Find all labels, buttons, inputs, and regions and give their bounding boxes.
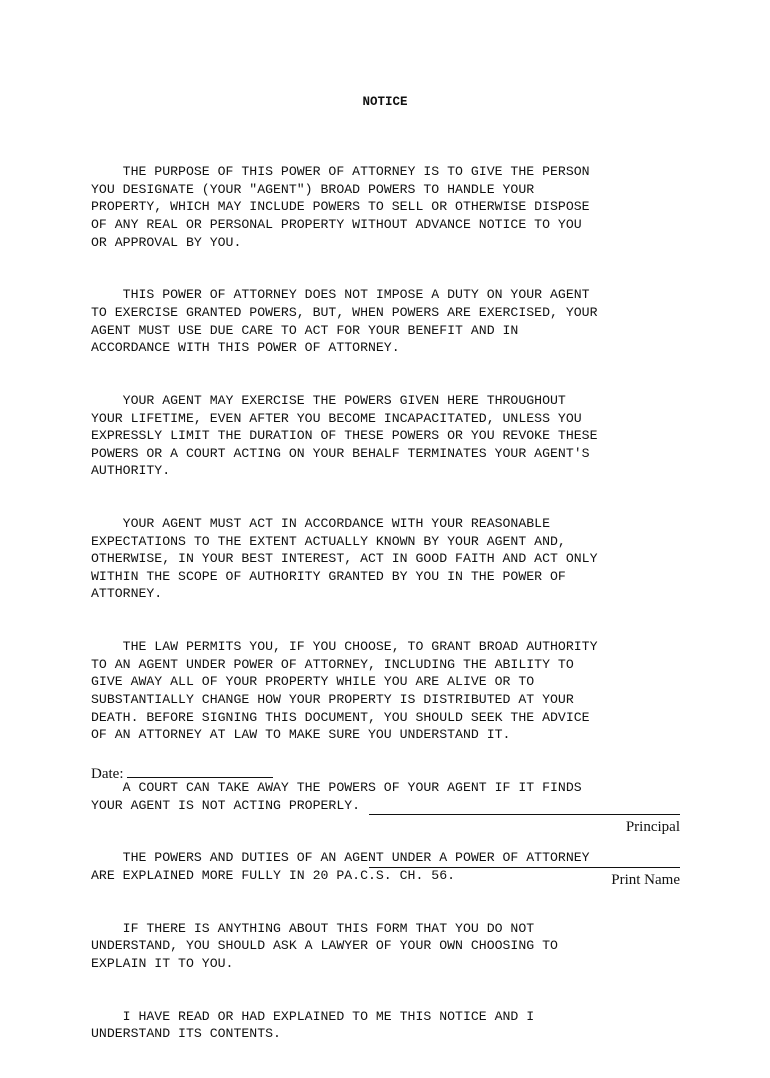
notice-paragraph-ask-lawyer: IF THERE IS ANYTHING ABOUT THIS FORM THAT YOU DO NOT UNDERSTAND, YOU SHOULD ASK A LAWYER OF YOUR OWN CHOOSING TO EXPLAIN IT TO YOU. [91, 920, 558, 971]
print-name-block [369, 867, 680, 889]
notice-paragraph-lifetime: YOUR AGENT MAY EXERCISE THE POWERS GIVEN HERE THROUGHOUT YOUR LIFETIME, EVEN AFTER YOU BECOME INCAPACITATED, UNLESS YOU EXPRESSLY LIMIT THE DURATION OF THESE POWERS OR YOU REVOKE THESE POWERS OR A COURT ACTING ON YOUR BEHALF TERMINATES YOUR AGENT'S AUTHORITY. [91, 392, 598, 479]
date-field-line[interactable] [127, 763, 273, 778]
date-row [91, 763, 273, 783]
notice-paragraph-expectations: YOUR AGENT MUST ACT IN ACCORDANCE WITH YOUR REASONABLE EXPECTATIONS TO THE EXTENT ACTUALLY KNOWN BY YOUR AGENT AND, OTHERWISE, IN YOUR BEST INTEREST, ACT IN GOOD FAITH AND ACT ONLY WITHIN THE SCOPE OF AUTHORITY GRANTED BY YOU IN THE POWER OF ATTORNEY. [91, 516, 598, 602]
print-name-label: Print Name [611, 872, 680, 888]
notice-paragraph-statute: THE POWERS AND DUTIES OF AN AGENT UNDER A POWER OF ATTORNEY ARE EXPLAINED MORE FULLY IN 20 PA.C.S. CH. 56. [91, 850, 590, 883]
notice-title: NOTICE [362, 95, 408, 109]
notice-body [91, 128, 691, 1078]
notice-paragraph-purpose: THE PURPOSE OF THIS POWER OF ATTORNEY IS TO GIVE THE PERSON YOU DESIGNATE (YOUR "AGENT") BROAD POWERS TO HANDLE YOUR PROPERTY, WHICH MAY INCLUDE POWERS TO SELL OR OTHERWISE DISPOSE OF ANY REAL OR PERSONAL PROPERTY WITHOUT ADVANCE NOTICE TO YOU OR APPROVAL BY YOU. [91, 164, 590, 250]
principal-label: Principal [625, 819, 680, 835]
notice-paragraph-no-duty: THIS POWER OF ATTORNEY DOES NOT IMPOSE A DUTY ON YOUR AGENT TO EXERCISE GRANTED POWERS, BUT, WHEN POWERS ARE EXERCISED, YOUR AGENT MUST USE DUE CARE TO ACT FOR YOUR BENEFIT AND IN ACCORDANCE WITH THIS POWER OF ATTORNEY. [91, 287, 598, 356]
notice-paragraph-broad-authority: THE LAW PERMITS YOU, IF YOU CHOOSE, TO GRANT BROAD AUTHORITY TO AN AGENT UNDER POWER OF ATTORNEY, INCLUDING THE ABILITY TO GIVE AWAY ALL OF YOUR PROPERTY WHILE YOU ARE ALIVE OR TO SUBSTANTIALLY CHANGE HOW YOUR PROPERTY IS DISTRIBUTED AT YOUR DEATH. BEFORE SIGNING THIS DOCUMENT, YOU SHOULD SEEK THE ADVICE OF AN ATTORNEY AT LAW TO MAKE SURE YOU UNDERSTAND IT. [91, 639, 598, 743]
print-name-line[interactable] [369, 867, 680, 868]
principal-signature-block [369, 814, 680, 836]
notice-paragraph-acknowledgement: I HAVE READ OR HAD EXPLAINED TO ME THIS NOTICE AND I UNDERSTAND ITS CONTENTS. [91, 1008, 535, 1042]
notice-paragraph-court: A COURT CAN TAKE AWAY THE POWERS OF YOUR AGENT IF IT FINDS YOUR AGENT IS NOT ACTING PROPERLY. [91, 779, 582, 813]
principal-signature-line[interactable] [369, 814, 680, 815]
date-label: Date: [91, 766, 124, 782]
